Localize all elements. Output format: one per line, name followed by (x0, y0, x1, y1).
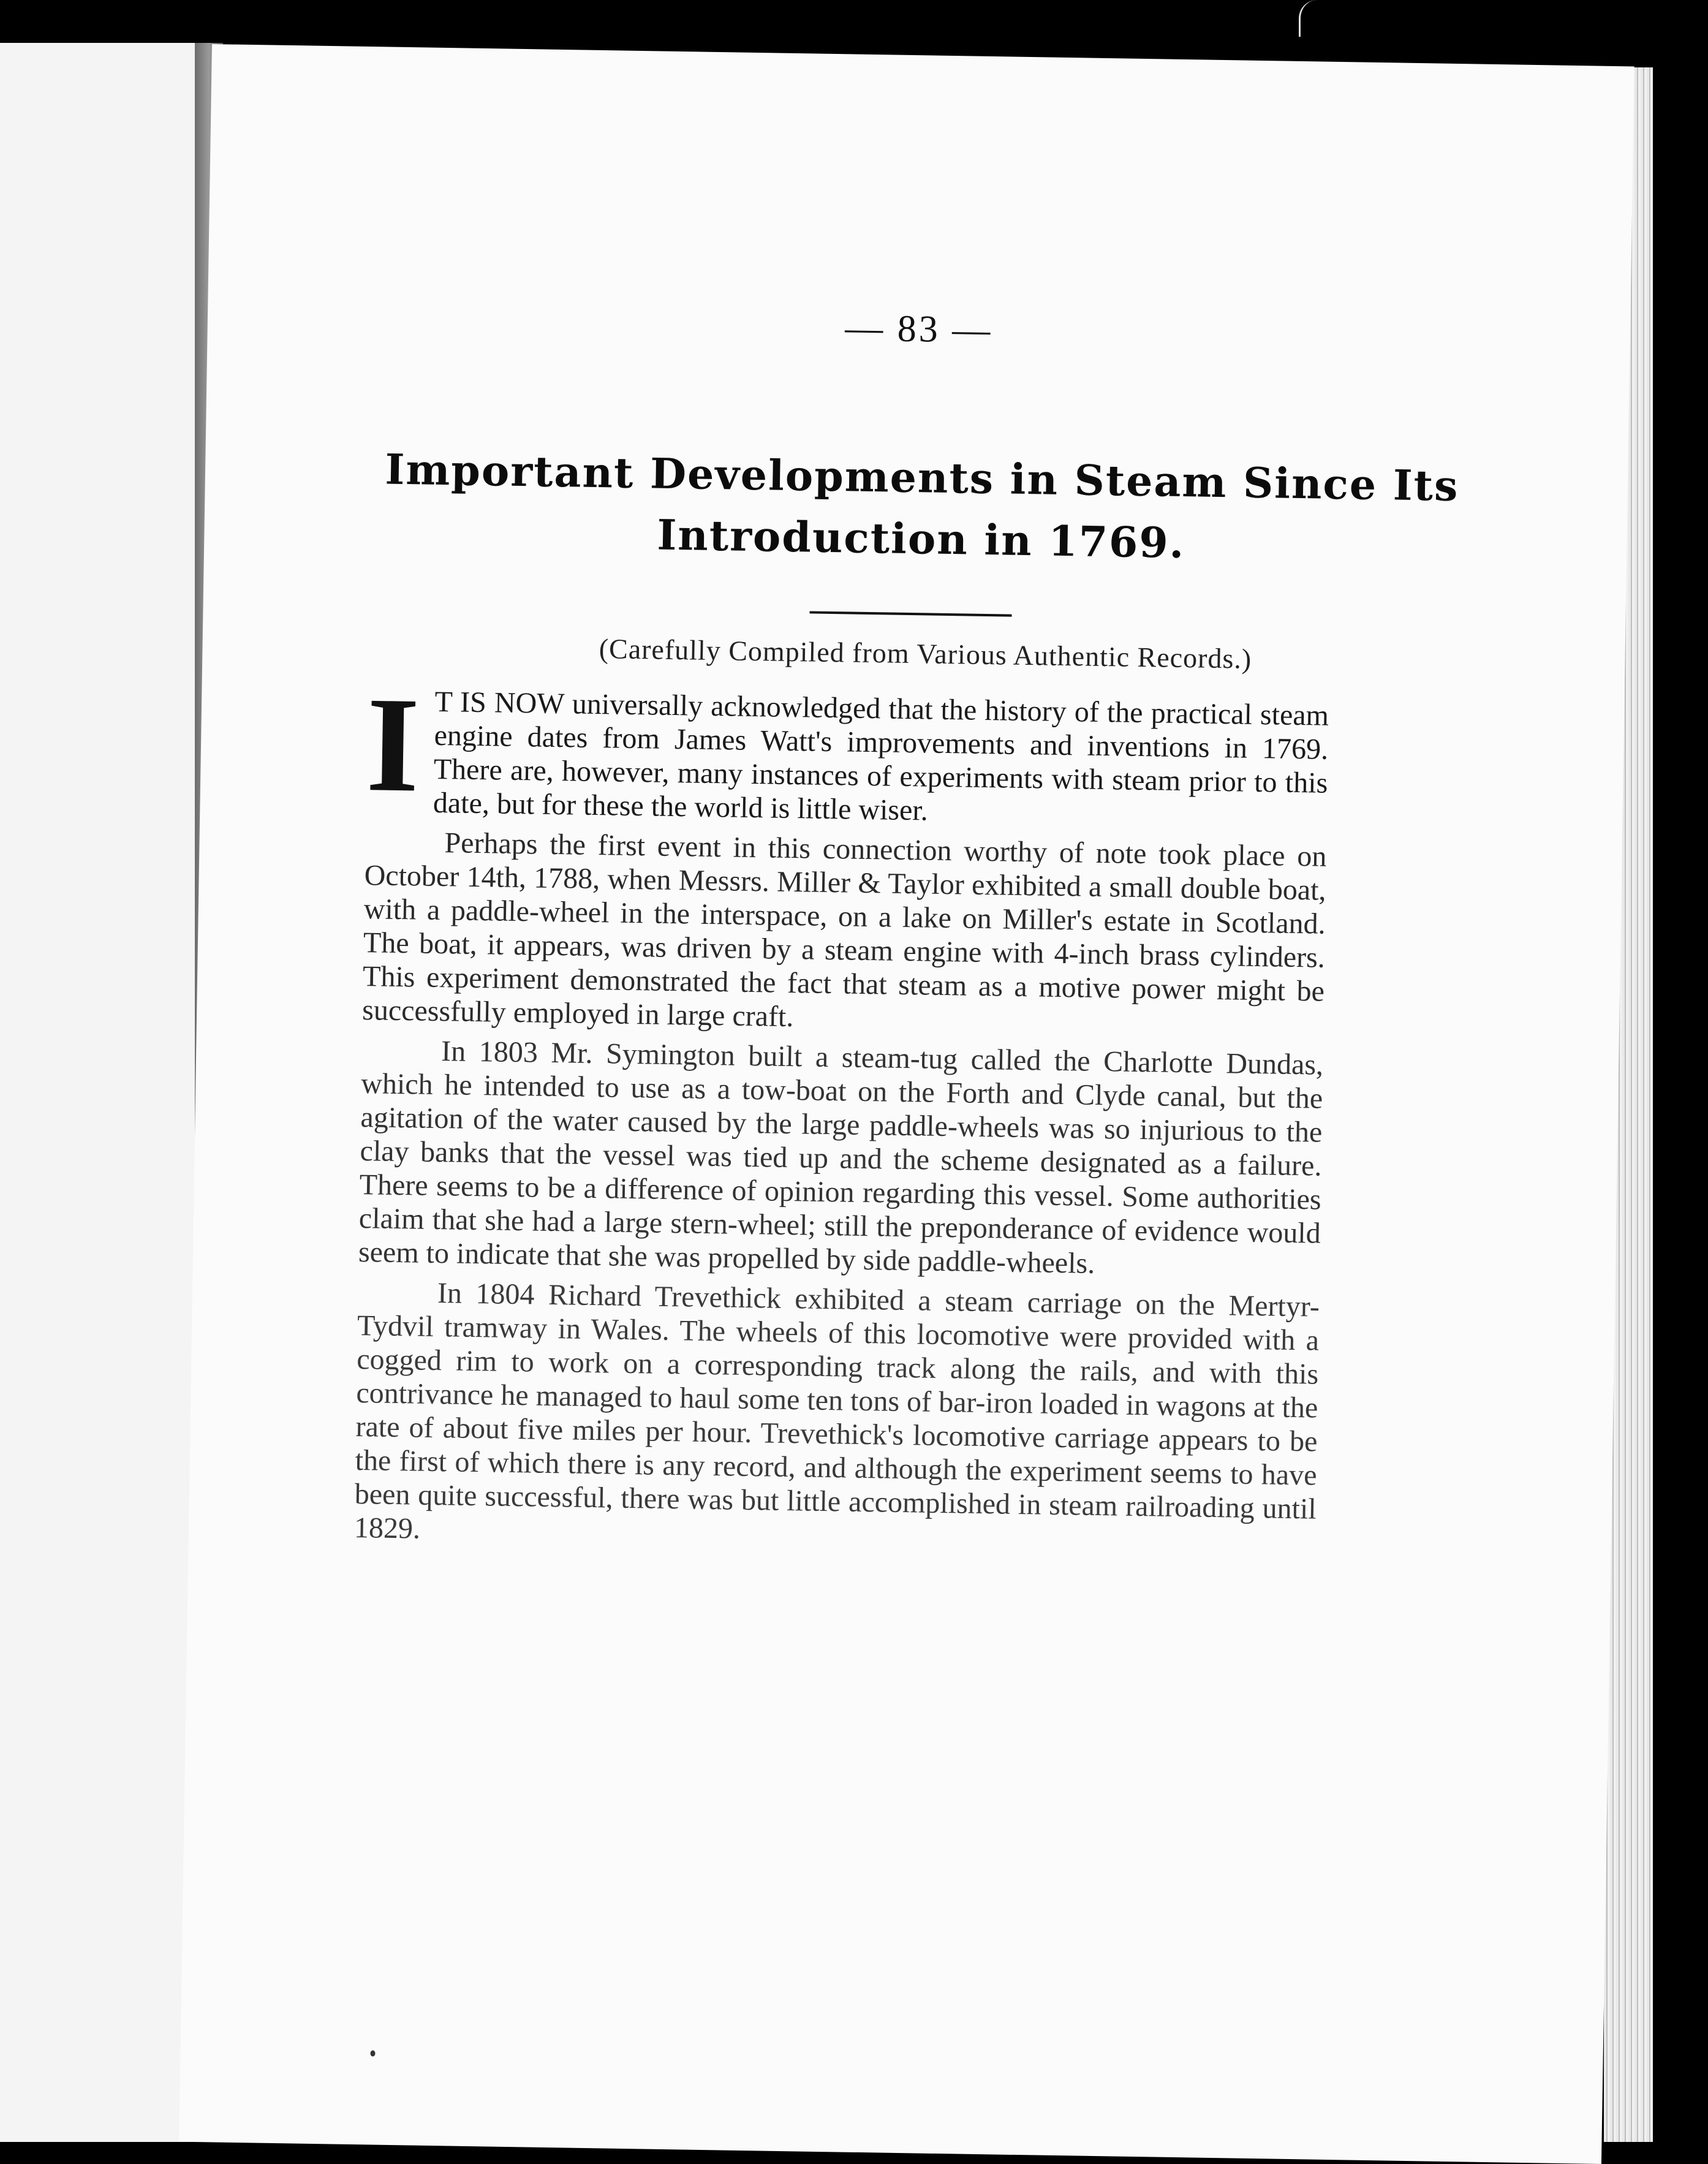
title-divider (810, 611, 1012, 616)
page-number: — 83 — (844, 307, 993, 352)
paragraph-2: Perhaps the first event in this connection worthy of note took place on October 14th, 1788, when Messrs. Miller & Taylor exhibited a small double boat, with a paddle-wheel in the interspace, on a lake on Miller's estate in Scotland. The boat, it appears, was driven by a steam engine with 4-inch brass cylinders. This experiment demonstrated the fact that steam as a motive power might be successfully employed in large craft. (361, 827, 1327, 1034)
paragraph-3: In 1803 Mr. Symington built a steam-tug called the Charlotte Dundas, which he intended to use as a tow-boat on the Forth and Clyde canal, but the agitation of the water caused by the large paddle-wheels was so injurious to the clay banks that the vessel was tied up and the scheme designated as a failure. There seems to be a difference of opinion regarding this vessel. Some authorities claim that she had a large stern-wheel; still the preponderance of evidence would seem to indicate that she was propelled by side paddle-wheels. (358, 1035, 1324, 1280)
paragraph-4: In 1804 Richard Trevethick exhibited a steam carriage on the Mertyr-Tydvil tramway in Wales. The wheels of this locomotive were provided with a cogged rim to work on a corresponding track along the rails, and with this contrivance he managed to haul some ten tons of bar-iron loaded in wagons at the rate of about five miles per hour. Trevethick's locomotive carriage appears to be the first of which there is any record, and although the experiment seems to have been quite successful, there was but little accomplished in steam railroading until 1829. (353, 1277, 1320, 1545)
page-title (382, 439, 1462, 578)
paragraph-1 (365, 669, 1329, 834)
subtitle: (Carefully Compiled from Various Authentic Records.) (599, 633, 1252, 675)
corner-mark (1299, 0, 1319, 37)
title-line-1: Important Developments in Steam Since Its (385, 445, 1459, 512)
facing-page (0, 43, 202, 2142)
paragraph-1-text: T IS NOW universally acknowledged that the history of the practical steam engine dates from James Watt's improvements and inventions in 1769. There are, however, many instances of experiments with steam prior to this date, but for these the world is little wiser. (433, 685, 1329, 827)
drop-cap: I (365, 669, 421, 821)
title-line-2: Introduction in 1769. (656, 510, 1185, 569)
body-text (353, 669, 1329, 1565)
book-page (179, 44, 1634, 2164)
ink-speck (370, 2050, 375, 2056)
